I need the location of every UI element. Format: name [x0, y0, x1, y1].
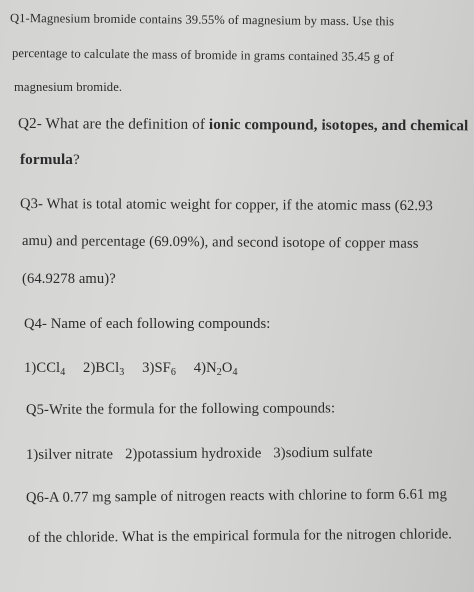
- q2-bold-formula: formula: [20, 151, 74, 168]
- q5-item-3: 3)sodium sulfate: [273, 444, 373, 462]
- q5-item-2: 2)potassium hydroxide: [125, 445, 262, 463]
- q5-items-row: [26, 444, 466, 464]
- compound-2: 2)BCl$_3$: [83, 360, 125, 378]
- q4-title: Q4- Name of each following compounds:: [24, 316, 271, 332]
- q1-line-3: magnesium bromide.: [14, 80, 123, 94]
- q6-line-2: of the chloride. What is the empirical formula for the nitrogen chloride.: [27, 526, 453, 546]
- q2-line-1: [17, 115, 469, 135]
- q1-line-2: percentage to calculate the mass of bromide in grams contained 35.45 g of: [11, 46, 394, 64]
- q6-line-1: Q6-A 0.77 mg sample of nitrogen reacts with chlorine to form 6.61 mg: [25, 486, 448, 506]
- q5-item-1: 1)silver nitrate: [25, 446, 114, 463]
- q4-compounds-row: [24, 360, 466, 378]
- q3-line-3: (64.9278 amu)?: [22, 271, 116, 287]
- q2-line-2: [20, 151, 466, 169]
- q1-line-1: Q1-Magnesium bromide contains 39.55% of magnesium by mass. Use this: [9, 11, 395, 29]
- q3-line-1: Q3- What is total atomic weight for copper, if the atomic mass (62.93: [19, 196, 433, 215]
- q2-prefix: Q2- What are the definition of: [17, 115, 209, 133]
- compound-3: $3)SF_6$: [142, 360, 176, 378]
- q5-title: Q5-Write the formula for the following compounds:: [25, 400, 336, 418]
- q2-bold-terms: ionic compound, isotopes, and chemical: [208, 115, 469, 135]
- compound-1: 1)CCl$_4$: [24, 360, 66, 378]
- compound-4: $4)N_2O_4$: [193, 360, 238, 378]
- q2-suffix: ?: [73, 151, 80, 168]
- q3-line-2: amu) and percentage (69.09%), and second isotope of copper mass: [21, 233, 419, 252]
